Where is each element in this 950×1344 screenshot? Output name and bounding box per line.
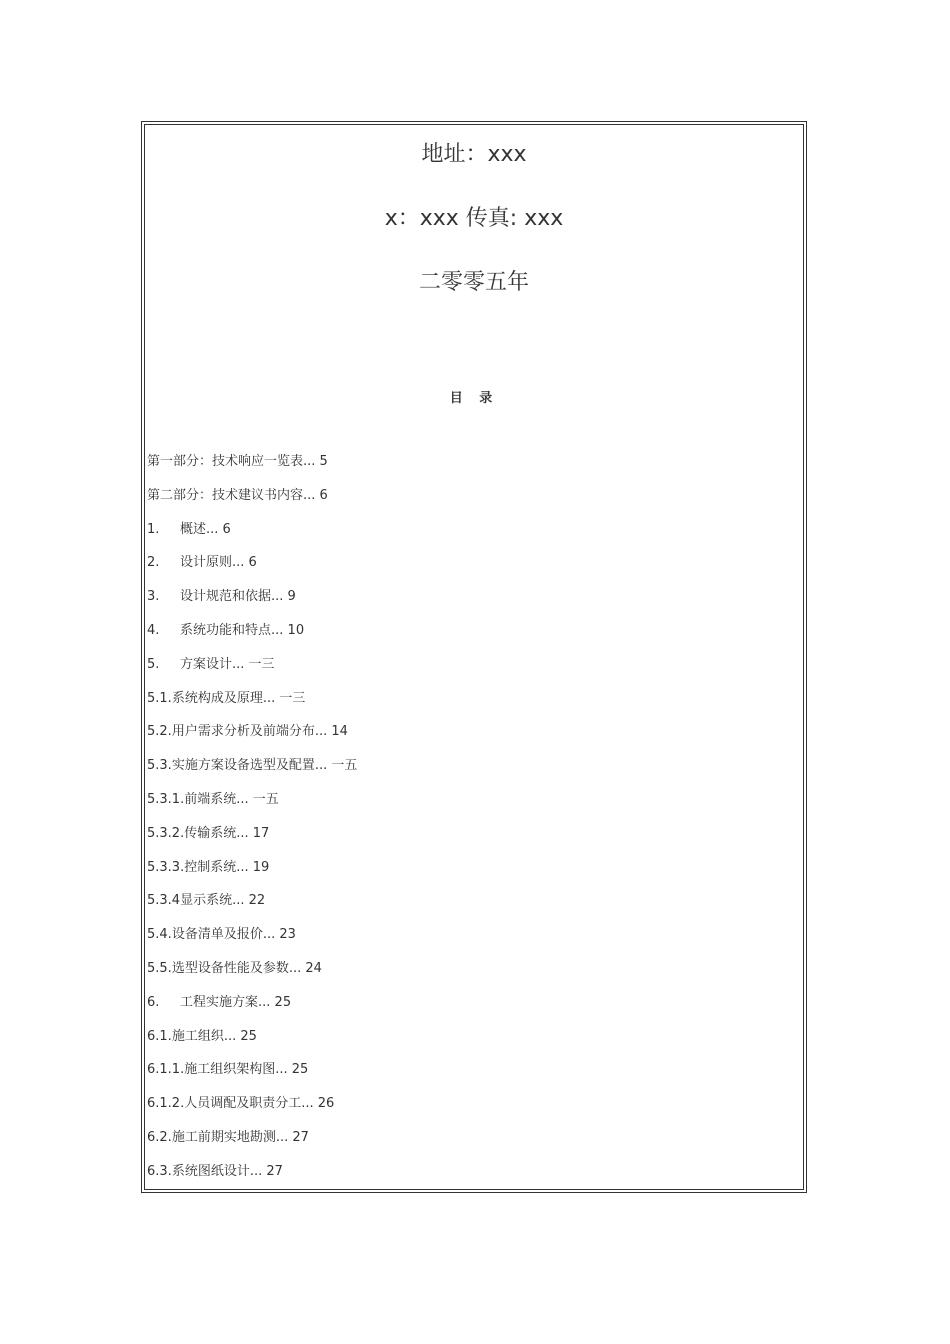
toc-item-text: 传输系统 (184, 825, 237, 841)
toc-item-text: 显示系统 (180, 893, 233, 909)
toc-item-page: ... 6 (232, 555, 257, 571)
toc-item-number: 5.3. (147, 758, 172, 774)
toc-item-page: ... 10 (271, 622, 305, 638)
toc-item-page: ... 5 (303, 454, 328, 469)
toc-item-text: 第一部分：技术响应一览表 (147, 454, 304, 469)
toc-item-page: ... 22 (232, 893, 266, 909)
toc-item-page: ... 14 (314, 724, 348, 740)
toc-item[interactable] (147, 857, 357, 891)
toc-item-page: ... 27 (275, 1129, 309, 1145)
toc-item-text: 控制系统 (184, 859, 237, 875)
toc-item-text: 设计原则 (180, 555, 233, 571)
toc-item-text: 实施方案设备选型及配置 (171, 758, 315, 774)
toc-item-text: 设计规范和依据 (180, 589, 272, 605)
toc-item-text: 第二部分：技术建议书内容 (147, 487, 304, 503)
toc-item-number: 5.3.4 (147, 893, 181, 909)
toc-item-page: ... 26 (301, 1096, 335, 1112)
toc-item-page: ... 19 (236, 859, 270, 875)
toc-item-number: 6.1.1. (147, 1062, 185, 1078)
toc-item-text: 用户需求分析及前端分布 (171, 724, 315, 740)
toc-item[interactable] (147, 654, 357, 688)
toc-item-page: ... 6 (303, 487, 328, 503)
toc-item-text: 工程实施方案 (180, 994, 259, 1010)
toc-item-page: ... 25 (258, 994, 292, 1010)
toc-item[interactable] (147, 451, 357, 485)
toc-item[interactable] (147, 586, 357, 620)
toc-item-number: 5.3.1. (147, 791, 185, 807)
toc-list (147, 451, 357, 1195)
toc-item-number: 6. (147, 994, 160, 1010)
toc-item-number: 2. (147, 555, 160, 571)
toc-item-text: 设备清单及报价 (171, 927, 263, 943)
toc-item-number: 5.1. (147, 690, 172, 706)
toc-item-number: 5.3.2. (147, 825, 185, 841)
toc-item-text: 前端系统 (184, 791, 237, 807)
toc-item-page: ... 一五 (236, 791, 279, 807)
toc-item-page: ... 9 (271, 589, 296, 605)
toc-item-number: 3. (147, 589, 160, 605)
year-line: 二零零五年 (418, 270, 529, 295)
toc-item[interactable] (147, 1127, 357, 1161)
toc-item-text: 系统图纸设计 (171, 1163, 250, 1179)
toc-item[interactable] (147, 924, 357, 958)
toc-item[interactable] (147, 721, 357, 755)
toc-item-number: 6.1. (147, 1028, 172, 1044)
address-line: 地址：xxx (421, 142, 527, 167)
toc-item-text: 方案设计 (180, 656, 233, 672)
toc-item[interactable] (147, 1161, 357, 1195)
toc-item-number: 5.3.3. (147, 859, 185, 875)
toc-item-number: 1. (147, 521, 160, 537)
toc-item-page: ... 6 (206, 521, 231, 537)
toc-item-number: 5.2. (147, 724, 172, 740)
toc-item-text: 施工组织架构图 (184, 1062, 276, 1078)
toc-item-number: 5. (147, 656, 160, 672)
toc-item-text: 系统功能和特点 (180, 622, 272, 638)
toc-item[interactable] (147, 890, 357, 924)
toc-item-page: ... 25 (275, 1062, 309, 1078)
toc-item-number: 5.5. (147, 960, 172, 976)
toc-item-number: 6.1.2. (147, 1096, 185, 1112)
toc-item-page: ... 24 (288, 960, 322, 976)
toc-item[interactable] (147, 485, 357, 519)
toc-item-text: 选型设备性能及参数 (171, 960, 289, 976)
toc-item-page: ... 27 (249, 1163, 283, 1179)
toc-item-number: 6.3. (147, 1163, 172, 1179)
toc-item[interactable] (147, 519, 357, 553)
toc-item[interactable] (147, 958, 357, 992)
toc-item-page: ... 17 (236, 825, 270, 841)
toc-item[interactable] (147, 1093, 357, 1127)
toc-item-page: ... 一三 (262, 690, 306, 706)
toc-item-page: ... 23 (262, 927, 296, 943)
toc-item[interactable] (147, 620, 357, 654)
toc-item-number: 5.4. (147, 927, 172, 943)
toc-item[interactable] (147, 823, 357, 857)
toc-item[interactable] (147, 552, 357, 586)
toc-item-number: 6.2. (147, 1129, 172, 1145)
toc-item-text: 施工前期实地勘测 (171, 1129, 276, 1145)
toc-item[interactable] (147, 789, 357, 823)
toc-item-page: ... 25 (223, 1028, 257, 1044)
toc-item-text: 人员调配及职责分工 (184, 1096, 302, 1112)
toc-item-page: ... 一五 (314, 758, 358, 774)
contact-line: x：xxx 传真: xxx (384, 206, 564, 231)
toc-item-text: 系统构成及原理 (171, 690, 263, 706)
toc-item[interactable] (147, 688, 357, 722)
toc-item[interactable] (147, 1059, 357, 1093)
toc-title: 目 录 (449, 391, 499, 406)
toc-item-text: 概述 (180, 521, 207, 537)
document-page (144, 124, 804, 1190)
toc-item[interactable] (147, 992, 357, 1026)
toc-item-page: ... 一三 (232, 656, 275, 672)
toc-item-text: 施工组织 (171, 1028, 224, 1044)
toc-item[interactable] (147, 755, 357, 789)
toc-item-number: 4. (147, 622, 160, 638)
toc-item[interactable] (147, 1026, 357, 1060)
